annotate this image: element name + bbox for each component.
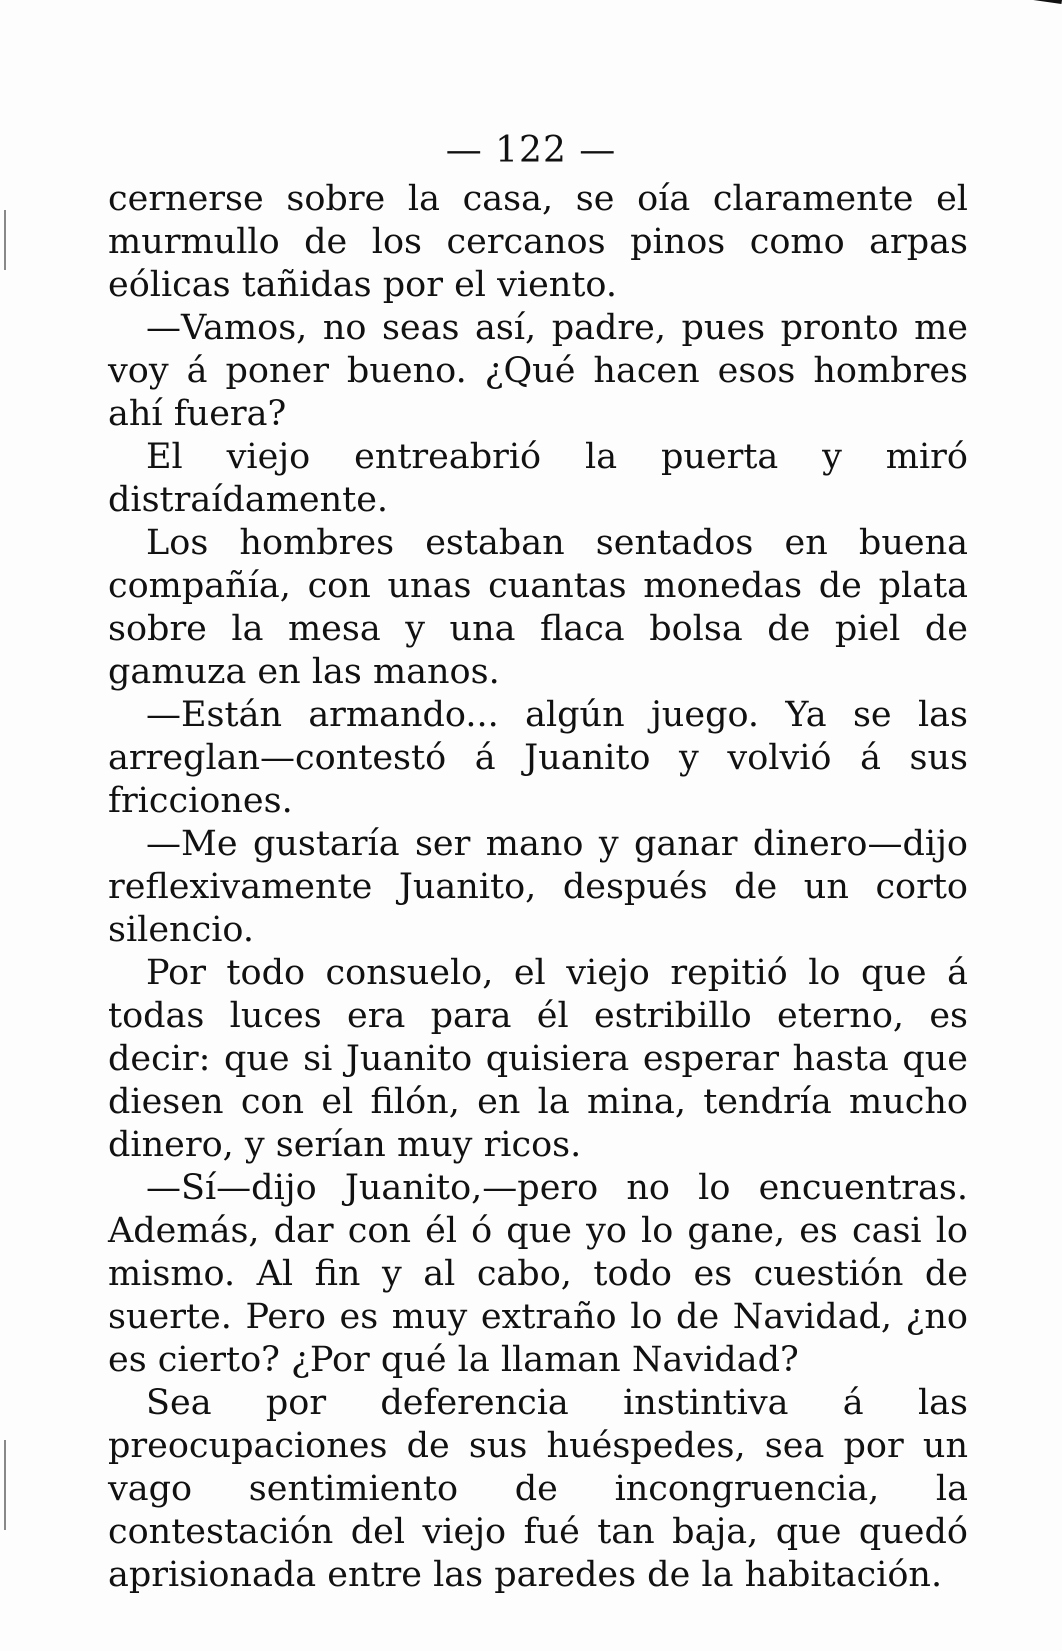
scan-edge-speck [4, 210, 6, 270]
body-text [108, 178, 968, 1597]
scan-corner-mark [1024, 0, 1062, 4]
paragraph: —Vamos, no seas así, padre, pues pronto me voy á poner bueno. ¿Qué hacen esos hombres ahí fuera? [108, 308, 968, 434]
paragraph: cernerse sobre la casa, se oía claramente el murmullo de los cercanos pinos como arpas eólicas tañidas por el viento. [108, 179, 968, 305]
scan-edge-speck [4, 1440, 6, 1530]
paragraph: —Me gustaría ser mano y ganar dinero—dijo reflexivamente Juanito, después de un corto silencio. [108, 824, 968, 950]
page-number: — 122 — [445, 130, 617, 171]
paragraph: Los hombres estaban sentados en buena compañía, con unas cuantas monedas de plata sobre la mesa y una flaca bolsa de piel de gamuza en las manos. [108, 523, 968, 692]
paragraph: El viejo entreabrió la puerta y miró distraídamente. [108, 437, 968, 520]
paragraph: —Están armando... algún juego. Ya se las arreglan—contestó á Juanito y volvió á sus fricciones. [108, 695, 968, 821]
paragraph: Sea por deferencia instintiva á las preocupaciones de sus huéspedes, sea por un vago sentimiento de incongruencia, la contestación del viejo fué tan baja, que quedó aprisionada entre las paredes de la habitación. [108, 1383, 968, 1595]
paragraph: Por todo consuelo, el viejo repitió lo que á todas luces era para él estribillo eterno, es decir: que si Juanito quisiera esperar hasta que diesen con el filón, en la mina, tendría mucho dinero, y serían muy ricos. [108, 953, 968, 1165]
paragraph: —Sí—dijo Juanito,—pero no lo encuentras. Además, dar con él ó que yo lo gane, es casi lo mismo. Al fin y al cabo, todo es cuestión de suerte. Pero es muy extraño lo de Navidad, ¿no es cierto? ¿Por qué la llaman Navidad? [108, 1168, 968, 1380]
